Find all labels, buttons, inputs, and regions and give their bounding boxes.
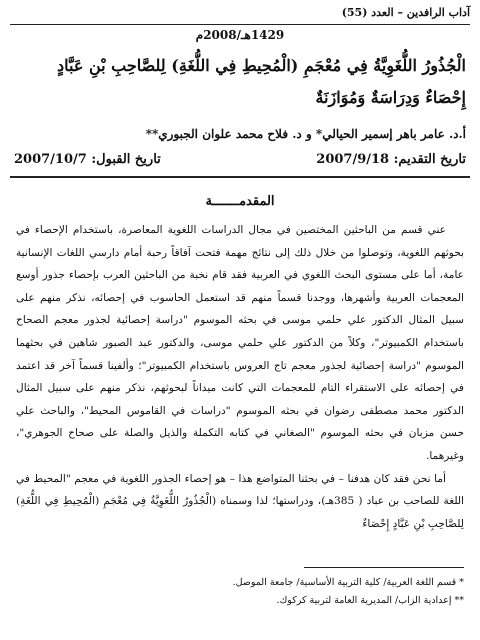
article-dates: [14, 152, 466, 174]
acceptance-date: تاريخ القبول: 2007/10/7: [14, 152, 161, 167]
issue-date: 1429هـ/2008م: [195, 28, 285, 42]
section-heading: المقدمـــــــة: [205, 194, 275, 209]
running-header: آداب الرافدين – العدد (55): [341, 6, 470, 19]
footnote-item: * قسم اللغة العربية/ كلية التربية الأساسية/ جامعة الموصل.: [232, 577, 464, 588]
header-divider: [10, 24, 470, 25]
article-title: الْجُذُورُ اللُّغَوِيَّةُ فِي مُعْجَمِ (الْمُحِيطِ فِي اللُّغَةِ) لِلصَّاحِبِ بْنِ عَبَّادٍ إِحْصَاءٌ وَدِرَاسَةٌ وَمُوَازَنَةٌ: [57, 56, 466, 107]
dates-divider: [10, 176, 470, 178]
footnote-divider: [304, 567, 464, 568]
footnote-item: ** إعدادية الزاب/ المديرية العامة لتربية كركوك.: [276, 595, 464, 606]
body-paragraph: عني قسم من الباحثين المختصين في مجال الدراسات اللغوية المعاصرة، باستخدام الإحصاء في بحوثهم اللغوية، وتوصلوا من خلال ذلك إلى نتائج مهمة فتحت آفاقاً رحبة أمام دارسي اللغات الإنسانية عامة، أما على مستوى البحث اللغوي في العربية فقد قام نخبة من الباحثين العرب بإحصاء جذور أوسع المعجمات العربية وأشهرها، ووجدنا قسماً منهم قد استعمل الحاسوب في إحصائه، نذكر منهم على سبيل المثال الدكتور علي حلمي موسى في بحثه الموسوم "دراسة إحصائية لجذور معجم الصحاح باستخدام الكمبيوتر"، وكلاً من الدكتور علي حلمي موسى، والدكتور عبد الصبور شاهين في بحثهما الموسوم "دراسة إحصائية لجذور معجم تاج العروس باستخدام الكمبيوتر"؛ وألفينا قسماً آخر قد اعتمد في إحصائه على الاستقراء التام للمعجمات التي كانت ميداناً لبحوثهم، نذكر منهم على سبيل المثال الدكتور محمد مصطفى رضوان في بحثه الموسوم "دراسات في القاموس المحيط"، والباحث علي حسن مزبان في بحثه الموسوم "الصغاني في كتابه التكملة والذيل والصلة على صحاح الجوهري"، وغيرهما.: [16, 224, 464, 462]
article-body: [16, 219, 464, 535]
submission-date: تاريخ التقديم: 2007/9/18: [316, 152, 466, 167]
footnotes: [60, 574, 464, 610]
body-paragraph: أما نحن فقد كان هدفنا – في بحثنا المتواضع هذا – هو إحصاء الجذور اللغوية في معجم "المحيط في اللغة للصاحب بن عباد ( 385هـ)، ودراستها؛ لذا وسمناه (الْجُذُورُ اللُّغَوِيَّةُ فِي مُعْجَمِ (الْمُحِيطِ فِي اللُّغَةِ) لِلصَّاحِبِ بْنِ عَبَّادٍ إِحْصَاءٌ: [16, 472, 464, 530]
article-authors: أ.د. عامر باهر إسمير الحيالي* و د. فلاح محمد علوان الجبوري**: [145, 127, 466, 141]
